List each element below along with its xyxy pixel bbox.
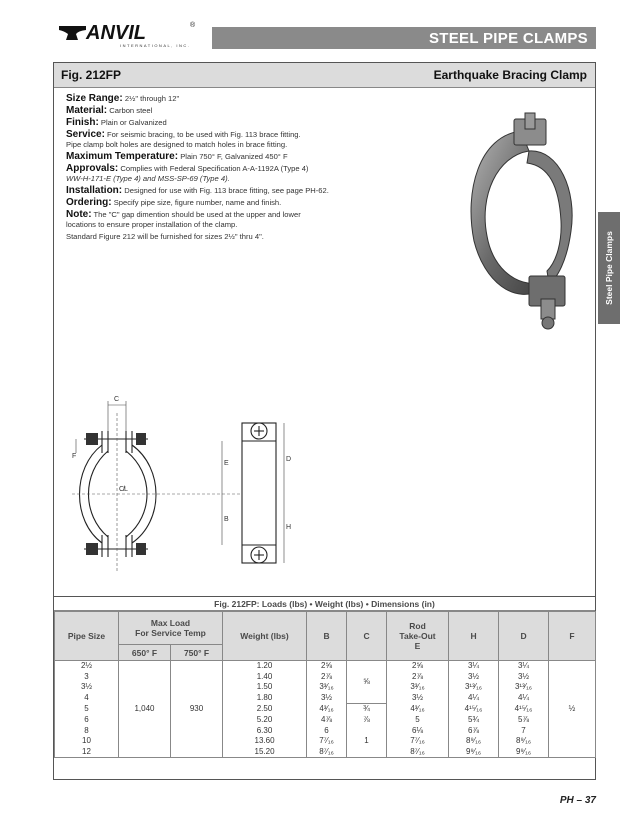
logo-subtitle: INTERNATIONAL, INC. bbox=[120, 43, 191, 48]
dim-label-b: B bbox=[224, 516, 229, 523]
dimension-table bbox=[54, 611, 596, 758]
c-1-cell: 1 bbox=[347, 725, 387, 757]
table-row: 8 6.30 6 1 6⅛ 6⅞ 7 bbox=[55, 725, 596, 736]
table-caption: Fig. 212FP: Loads (lbs) • Weight (lbs) • Dimensions (in) bbox=[54, 596, 595, 611]
figure-name: Earthquake Bracing Clamp bbox=[433, 68, 587, 82]
logo-registered-mark: ® bbox=[190, 22, 196, 29]
spec-service: Service: For seismic bracing, to be used with Fig. 113 brace fitting. Pipe clamp bolt holes are designed to match holes in brace fitting. bbox=[66, 129, 301, 149]
table-row: 12 15.20 8⁷⁄₁₆ 8⁷⁄₁₆ 9⁹⁄₁₆ 9⁹⁄₁₆ bbox=[55, 747, 596, 758]
dim-label-e: E bbox=[224, 460, 229, 467]
f-cell: ½ bbox=[549, 661, 596, 758]
col-temp-750: 750° F bbox=[171, 645, 223, 661]
table-row: 10 13.60 7⁷⁄₁₆ 7⁷⁄₁₆ 8⁹⁄₁₆ 8⁹⁄₁₆ bbox=[55, 736, 596, 747]
col-d: D bbox=[499, 612, 549, 661]
table-row: 3½ 1.50 3³⁄₁₆ 3³⁄₁₆ 3¹³⁄₁₆ 3¹³⁄₁₆ bbox=[55, 682, 596, 693]
anvil-logo bbox=[58, 22, 208, 48]
col-temp-650: 650° F bbox=[119, 645, 171, 661]
spec-approvals: Approvals: Complies with Federal Specification A-A-1192A (Type 4) WW-H-171-E (Type 4) and MSS-SP-69 (Type 4). bbox=[66, 163, 309, 183]
dimension-drawing bbox=[72, 393, 292, 571]
spec-installation: Installation: Designed for use with Fig. 113 brace fitting, see page PH-62. bbox=[66, 185, 329, 196]
figure-number: Fig. 212FP bbox=[61, 68, 122, 82]
col-b: B bbox=[307, 612, 347, 661]
col-pipe-size: Pipe Size bbox=[55, 612, 119, 661]
page-title: STEEL PIPE CLAMPS bbox=[428, 30, 588, 47]
c-small-cell: ⅝ bbox=[347, 661, 387, 704]
dim-label-d: D bbox=[286, 456, 292, 463]
section-tab-label: Steel Pipe Clamps bbox=[604, 231, 614, 305]
spec-list bbox=[66, 94, 396, 244]
spec-max-temperature: Maximum Temperature: Plain 750° F, Galvanized 450° F bbox=[66, 151, 288, 162]
col-max-load: Max Load For Service Temp bbox=[119, 612, 223, 645]
clamp-photo bbox=[459, 111, 589, 331]
load-650-cell: 1,040 bbox=[119, 661, 171, 758]
dim-label-c: C bbox=[114, 396, 120, 403]
col-rod-takeout: Rod Take-Out E bbox=[387, 612, 449, 661]
c-34-cell: ¾ bbox=[347, 704, 387, 715]
table-row: 5 2.50 4³⁄₁₆ ¾ 4³⁄₁₆ 4¹⁵⁄₁₆ 4¹⁵⁄₁₆ bbox=[55, 704, 596, 715]
page-number: PH – 37 bbox=[559, 795, 596, 806]
dim-label-f: F bbox=[72, 453, 77, 460]
table-row: 6 5.20 4⅞ ⅞ 5 5¾ 5⅞ bbox=[55, 714, 596, 725]
logo-wordmark: ANVIL bbox=[86, 22, 146, 44]
load-750-cell: 930 bbox=[171, 661, 223, 758]
figure-title-bar bbox=[54, 63, 595, 88]
centerline-label: C̸L bbox=[119, 486, 128, 493]
col-f: F bbox=[549, 612, 596, 661]
header-bar bbox=[212, 27, 596, 49]
spec-material: Material: Carbon steel bbox=[66, 105, 153, 116]
spec-note: Note: The "C" gap dimention should be used at the upper and lower locations to ensure proper installation of the clamp. bbox=[66, 209, 301, 229]
spec-ordering: Ordering: Specify pipe size, figure number, name and finish. bbox=[66, 197, 282, 208]
col-weight: Weight (lbs) bbox=[223, 612, 307, 661]
table-row: 2½ 1,040 930 1.20 2⅝ ⅝ 2⅝ 3¼ 3¼ ½ bbox=[55, 661, 596, 672]
col-c: C bbox=[347, 612, 387, 661]
section-tab bbox=[598, 212, 620, 324]
table-row: 3 1.40 2⅞ 2⅞ 3½ 3½ bbox=[55, 671, 596, 682]
c-78-cell: ⅞ bbox=[347, 714, 387, 725]
spec-finish: Finish: Plain or Galvanized bbox=[66, 117, 167, 128]
standard-note: Standard Figure 212 will be furnished for sizes 2½" thru 4". bbox=[66, 232, 264, 241]
product-frame bbox=[53, 62, 596, 780]
col-h: H bbox=[449, 612, 499, 661]
spec-size-range: Size Range: 2½" through 12" bbox=[66, 93, 180, 104]
dim-label-h: H bbox=[286, 524, 292, 531]
table-row: 4 1.80 3½ 3½ 4¼ 4¼ bbox=[55, 693, 596, 704]
anvil-icon bbox=[58, 23, 88, 43]
